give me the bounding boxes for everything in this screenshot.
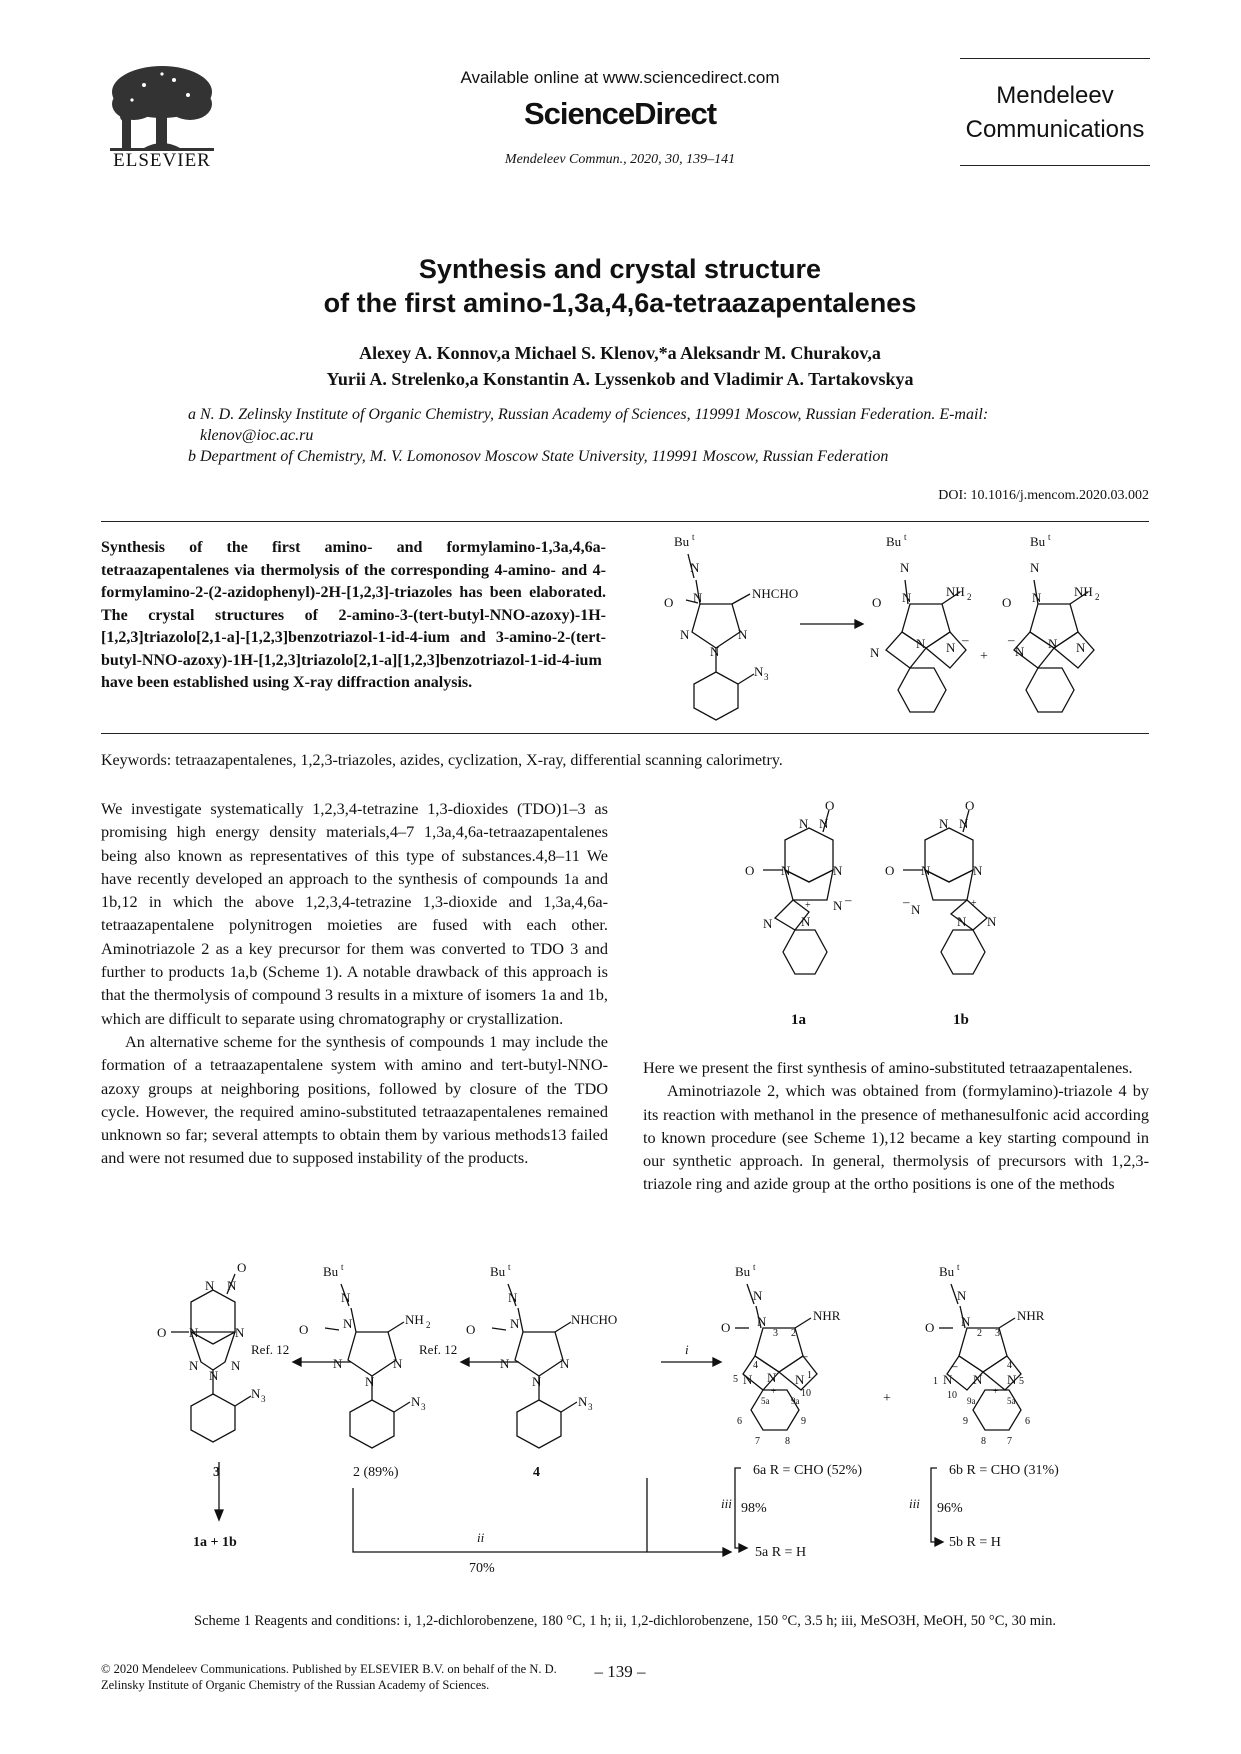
title-line1: Synthesis and crystal structure [418,254,822,284]
authors-line2: Yurii A. Strelenko,a Konstantin A. Lyssenkob and Vladimir A. Tartakovskya [326,369,914,389]
svg-text:N: N [393,1356,403,1371]
svg-text:O: O [157,1325,167,1340]
svg-text:Bu: Bu [674,534,690,549]
svg-text:8: 8 [981,1436,986,1447]
svg-text:NHCHO: NHCHO [571,1312,618,1327]
copyright-notice: © 2020 Mendeleev Communications. Published by ELSEVIER B.V. on behalf of the N. D. Zelinsky Institute of Organic Chemistry of the Russian Academy of Sciences. [101,1662,557,1692]
svg-text:O: O [299,1322,309,1337]
svg-text:–: – [801,1348,808,1363]
label-3: 3 [213,1465,220,1480]
svg-text:2: 2 [426,1320,431,1330]
svg-text:N: N [227,1278,237,1293]
svg-text:N: N [343,1316,353,1331]
affiliation-b: b Department of Chemistry, M. V. Lomonosov Moscow State University, 119991 Moscow, Russian Federation [188,448,889,465]
graphical-abstract-scheme [650,532,1150,732]
label-5a: 5a R = H [755,1545,807,1560]
svg-text:NH: NH [405,1312,424,1327]
svg-text:3: 3 [764,672,769,682]
yield-iii-a: 98% [741,1501,767,1516]
svg-text:N: N [341,1290,351,1305]
svg-text:6: 6 [1025,1416,1030,1427]
svg-text:NH: NH [946,584,965,599]
svg-text:O: O [721,1320,731,1335]
svg-text:N: N [801,914,811,929]
ga-reaction-arrow [800,620,863,628]
svg-text:N: N [799,816,809,831]
compound-3-structure [171,1274,251,1520]
svg-text:5a: 5a [1007,1396,1016,1406]
step-i-label: i [685,1342,689,1357]
body-paragraph: We investigate systematically 1,2,3,4-tetrazine 1,3-dioxides (TDO)1–3 as promising high energy density materials,4–7 1,3a,4,6a-tetraazapentalenes being also known as representatives of this type of substances.4,8–11 We have recently developed an approach to the synthesis of compounds 1a and 1b,12 in which the above 1,2,3,4-tetrazine 1,3-dioxide and 1,3a,4,6a-tetraazapentalene polynitrogen moieties are fused with each other. Aminotriazole 2 as a key precursor for them was converted to TDO 3 and further to products 1a,b (Scheme 1). A notable drawback of this approach is that the thermolysis of compound 3 results in a mixture of isomers 1a and 1b, which are difficult to separate using chromatography or crystallization. [101,799,608,1028]
svg-text:9a: 9a [791,1396,800,1406]
svg-text:–: – [962,632,969,647]
svg-text:9: 9 [801,1416,806,1427]
journal-name-line1: Mendeleev [996,82,1114,109]
svg-text:Bu: Bu [1030,534,1046,549]
svg-text:N: N [1015,644,1025,659]
svg-text:N: N [781,863,791,878]
svg-text:t: t [1048,532,1051,542]
svg-text:O: O [664,595,674,610]
svg-text:N: N [743,1372,753,1387]
svg-text:N: N [921,863,931,878]
svg-text:N: N [710,644,720,659]
svg-text:N: N [961,1314,971,1329]
scheme-caption: Scheme 1 Reagents and conditions: i, 1,2-dichlorobenzene, 180 °C, 1 h; ii, 1,2-dichlorobenzene, 150 °C, 3.5 h; iii, MeSO3H, MeOH, 50 °C, 30 min. [194,1613,1056,1629]
arrow-step-ii [353,1488,647,1552]
journal-name-box [960,58,1150,166]
abstract-top-rule [101,521,1149,522]
svg-text:N: N [251,1386,261,1401]
svg-text:O: O [825,800,835,813]
svg-text:–: – [903,894,910,909]
svg-text:–: – [845,892,852,907]
step-iii-label-b: iii [909,1496,920,1511]
label-1a: 1a [791,1012,806,1028]
svg-text:N: N [767,1370,777,1385]
svg-text:N: N [795,1372,805,1387]
svg-text:N: N [911,902,921,917]
article-title [150,252,1090,320]
abstract-bottom-rule [101,733,1149,734]
compound-1b-structure [903,810,987,974]
svg-text:N: N [754,664,764,679]
ref12-label-b: Ref. 12 [419,1342,458,1357]
svg-text:N: N [209,1368,219,1383]
step-ii-label: ii [477,1530,485,1545]
svg-text:NHR: NHR [1017,1308,1045,1323]
affiliation-a: a N. D. Zelinsky Institute of Organic Chemistry, Russian Academy of Sciences, 119991 Moscow, Russian Federation. E-mail: klenov@ioc.ac.ru [188,406,989,444]
label-6b: 6b R = CHO (31%) [949,1463,1059,1478]
sciencedirect-logo: ScienceDirect [523,96,717,131]
svg-text:N: N [231,1358,241,1373]
svg-text:+: + [993,1386,999,1396]
svg-text:O: O [745,863,755,878]
svg-text:N: N [205,1278,215,1293]
svg-text:Bu: Bu [323,1264,339,1279]
svg-text:N: N [763,916,773,931]
arrow-step-i [661,1358,721,1366]
svg-text:O: O [885,863,895,878]
svg-text:3: 3 [588,1402,593,1412]
graphical-abstract-text: Synthesis of the first amino- and formylamino-1,3a,4,6a-tetraazapentalenes via thermolysis of the corresponding 4-amino- and 4-formylamino-2-(2-azidophenyl)-2H-[1,2,3]-triazoles has been elaborated. The crystal structures of 2-amino-3-(tert-butyl-NNO-azoxy)-1H-[1,2,3]triazolo[2,1-a]-[1,2,3]benzotriazol-1-id-4-ium and 3-amino-2-(tert-butyl-NNO-azoxy)-1H-[1,2,3]triazolo[2,1-a][1,2,3]benzotriazol-1-id-4-ium have been established using X-ray diffraction analysis. [101,539,606,691]
svg-text:4: 4 [753,1360,758,1371]
svg-text:N: N [532,1374,542,1389]
svg-text:Bu: Bu [886,534,902,549]
svg-text:9a: 9a [967,1396,976,1406]
svg-text:O: O [965,800,975,813]
title-line2: of the first amino-1,3a,4,6a-tetraazapentalenes [323,288,917,318]
svg-text:9: 9 [963,1416,968,1427]
svg-text:N: N [1030,560,1040,575]
label-6a: 6a R = CHO (52%) [753,1463,862,1478]
svg-text:O: O [925,1320,935,1335]
svg-text:N: N [833,863,843,878]
svg-text:2: 2 [977,1328,982,1339]
svg-text:N: N [510,1316,520,1331]
svg-text:N: N [560,1356,570,1371]
svg-text:N: N [757,1314,767,1329]
svg-text:t: t [508,1262,511,1272]
journal-name-line2: Communications [965,116,1145,143]
body-paragraph: An alternative scheme for the synthesis of compounds 1 may include the formation of a tetraazapentalene system with amino and tert-butyl-NNO-azoxy groups at neighboring positions, followed by closure of the TDO cycle. However, the required amino-substituted tetraazapentalenes remained unknown so far; several attempts to obtain them by various methods13 failed and were not resumed due to supposed instability of the products. [101,1031,608,1168]
svg-text:N: N [1076,640,1086,655]
svg-text:N: N [500,1356,510,1371]
svg-text:N: N [939,816,949,831]
svg-text:N: N [916,636,926,651]
body-paragraph: Here we present the first synthesis of amino-substituted tetraazapentalenes. [643,1058,1133,1077]
affiliations [188,404,1068,467]
keywords: Keywords: tetraazapentalenes, 1,2,3-triazoles, azides, cyclization, X-ray, differential scanning calorimetry. [101,752,783,769]
arrow-4-to-2 [461,1358,519,1366]
label-1b: 1b [953,1012,969,1028]
doi-link[interactable]: DOI: 10.1016/j.mencom.2020.03.002 [938,488,1149,503]
page-number: – 139 – [594,1662,646,1681]
svg-text:3: 3 [773,1328,778,1339]
label-4: 4 [533,1465,540,1480]
svg-text:N: N [411,1394,421,1409]
svg-text:NH: NH [1074,584,1093,599]
svg-text:–: – [1008,632,1015,647]
label-1a-1b: 1a + 1b [193,1535,237,1550]
svg-text:t: t [692,532,695,542]
svg-text:O: O [237,1262,247,1275]
authors-line1: Alexey A. Konnov,a Michael S. Klenov,*a Aleksandr M. Churakov,a [359,343,881,363]
svg-text:O: O [1002,595,1012,610]
svg-text:N: N [333,1356,343,1371]
svg-text:N: N [870,645,880,660]
svg-text:t: t [753,1262,756,1272]
svg-text:NHR: NHR [813,1308,841,1323]
svg-text:Bu: Bu [735,1264,751,1279]
compound-1a-structure [763,810,833,974]
svg-text:N: N [365,1374,375,1389]
svg-text:10: 10 [947,1390,957,1401]
scheme-1 [101,1262,1149,1602]
svg-text:+: + [771,1386,777,1396]
svg-text:N: N [957,1288,967,1303]
svg-text:N: N [973,863,983,878]
svg-text:N: N [946,640,956,655]
svg-text:7: 7 [755,1436,760,1447]
svg-text:–: – [951,1358,958,1373]
ref12-label-a: Ref. 12 [251,1342,290,1357]
body-right-column [643,1056,1149,1196]
svg-text:3: 3 [995,1328,1000,1339]
publisher-name: ELSEVIER [113,150,211,171]
svg-text:N: N [943,1372,953,1387]
svg-text:2: 2 [791,1328,796,1339]
svg-text:N: N [189,1358,199,1373]
svg-text:5a: 5a [761,1396,770,1406]
svg-text:+: + [980,649,988,664]
svg-text:O: O [466,1322,476,1337]
svg-text:N: N [833,898,843,913]
svg-text:N: N [1048,636,1058,651]
svg-text:4: 4 [1007,1360,1012,1371]
svg-text:N: N [189,1325,199,1340]
svg-text:6: 6 [737,1416,742,1427]
svg-text:t: t [957,1262,960,1272]
body-left-column [101,797,608,1170]
step-iii-label-a: iii [721,1496,732,1511]
svg-text:N: N [693,590,703,605]
journal-citation: Mendeleev Commun., 2020, 30, 139–141 [504,152,736,167]
svg-text:N: N [753,1288,763,1303]
svg-text:N: N [235,1325,245,1340]
compounds-1a-1b-figure [735,800,1035,1040]
svg-text:N: N [819,816,829,831]
author-list [150,340,1090,392]
svg-text:3: 3 [261,1394,266,1404]
svg-text:8: 8 [785,1436,790,1447]
svg-text:5: 5 [733,1374,738,1385]
svg-text:2: 2 [967,592,972,602]
svg-text:N: N [900,560,910,575]
svg-text:+: + [971,898,977,909]
svg-text:Bu: Bu [490,1264,506,1279]
body-paragraph: Aminotriazole 2, which was obtained from (formylamino)-triazole 4 by its reaction with methanol in the presence of methanesulfonic acid according to known procedure (see Scheme 1),12 became a key starting compound in our synthetic approach. In general, thermolysis of precursors with 1,2,3-triazole ring and azide group at the ortho positions is one of the methods [643,1081,1149,1194]
svg-text:N: N [1032,590,1042,605]
svg-text:10: 10 [801,1388,811,1399]
yield-iii-b: 96% [937,1501,963,1516]
svg-text:1: 1 [933,1376,938,1387]
svg-text:N: N [578,1394,588,1409]
svg-text:N: N [690,560,700,575]
svg-text:N: N [957,914,967,929]
bracket-6a-to-5a [647,1468,747,1556]
svg-text:7: 7 [1007,1436,1012,1447]
svg-text:N: N [680,627,690,642]
svg-text:N: N [973,1372,983,1387]
svg-text:Bu: Bu [939,1264,955,1279]
label-2: 2 (89%) [353,1465,399,1480]
label-5b: 5b R = H [949,1535,1001,1550]
svg-text:t: t [341,1262,344,1272]
svg-text:2: 2 [1095,592,1100,602]
yield-ii: 70% [469,1561,495,1576]
svg-text:N: N [508,1290,518,1305]
svg-text:N: N [1007,1372,1017,1387]
compound-6b-structure [939,1284,1021,1430]
svg-text:O: O [872,595,882,610]
svg-text:1: 1 [807,1370,812,1381]
svg-text:5: 5 [1019,1376,1024,1387]
available-online-link[interactable]: Available online at www.sciencedirect.com [460,68,780,87]
svg-text:N: N [959,816,969,831]
svg-text:3: 3 [421,1402,426,1412]
svg-text:N: N [987,914,997,929]
svg-text:N: N [902,590,912,605]
svg-text:N: N [738,627,748,642]
svg-text:+: + [805,900,811,911]
svg-text:NHCHO: NHCHO [752,586,799,601]
svg-text:+: + [883,1391,891,1406]
svg-text:t: t [904,532,907,542]
